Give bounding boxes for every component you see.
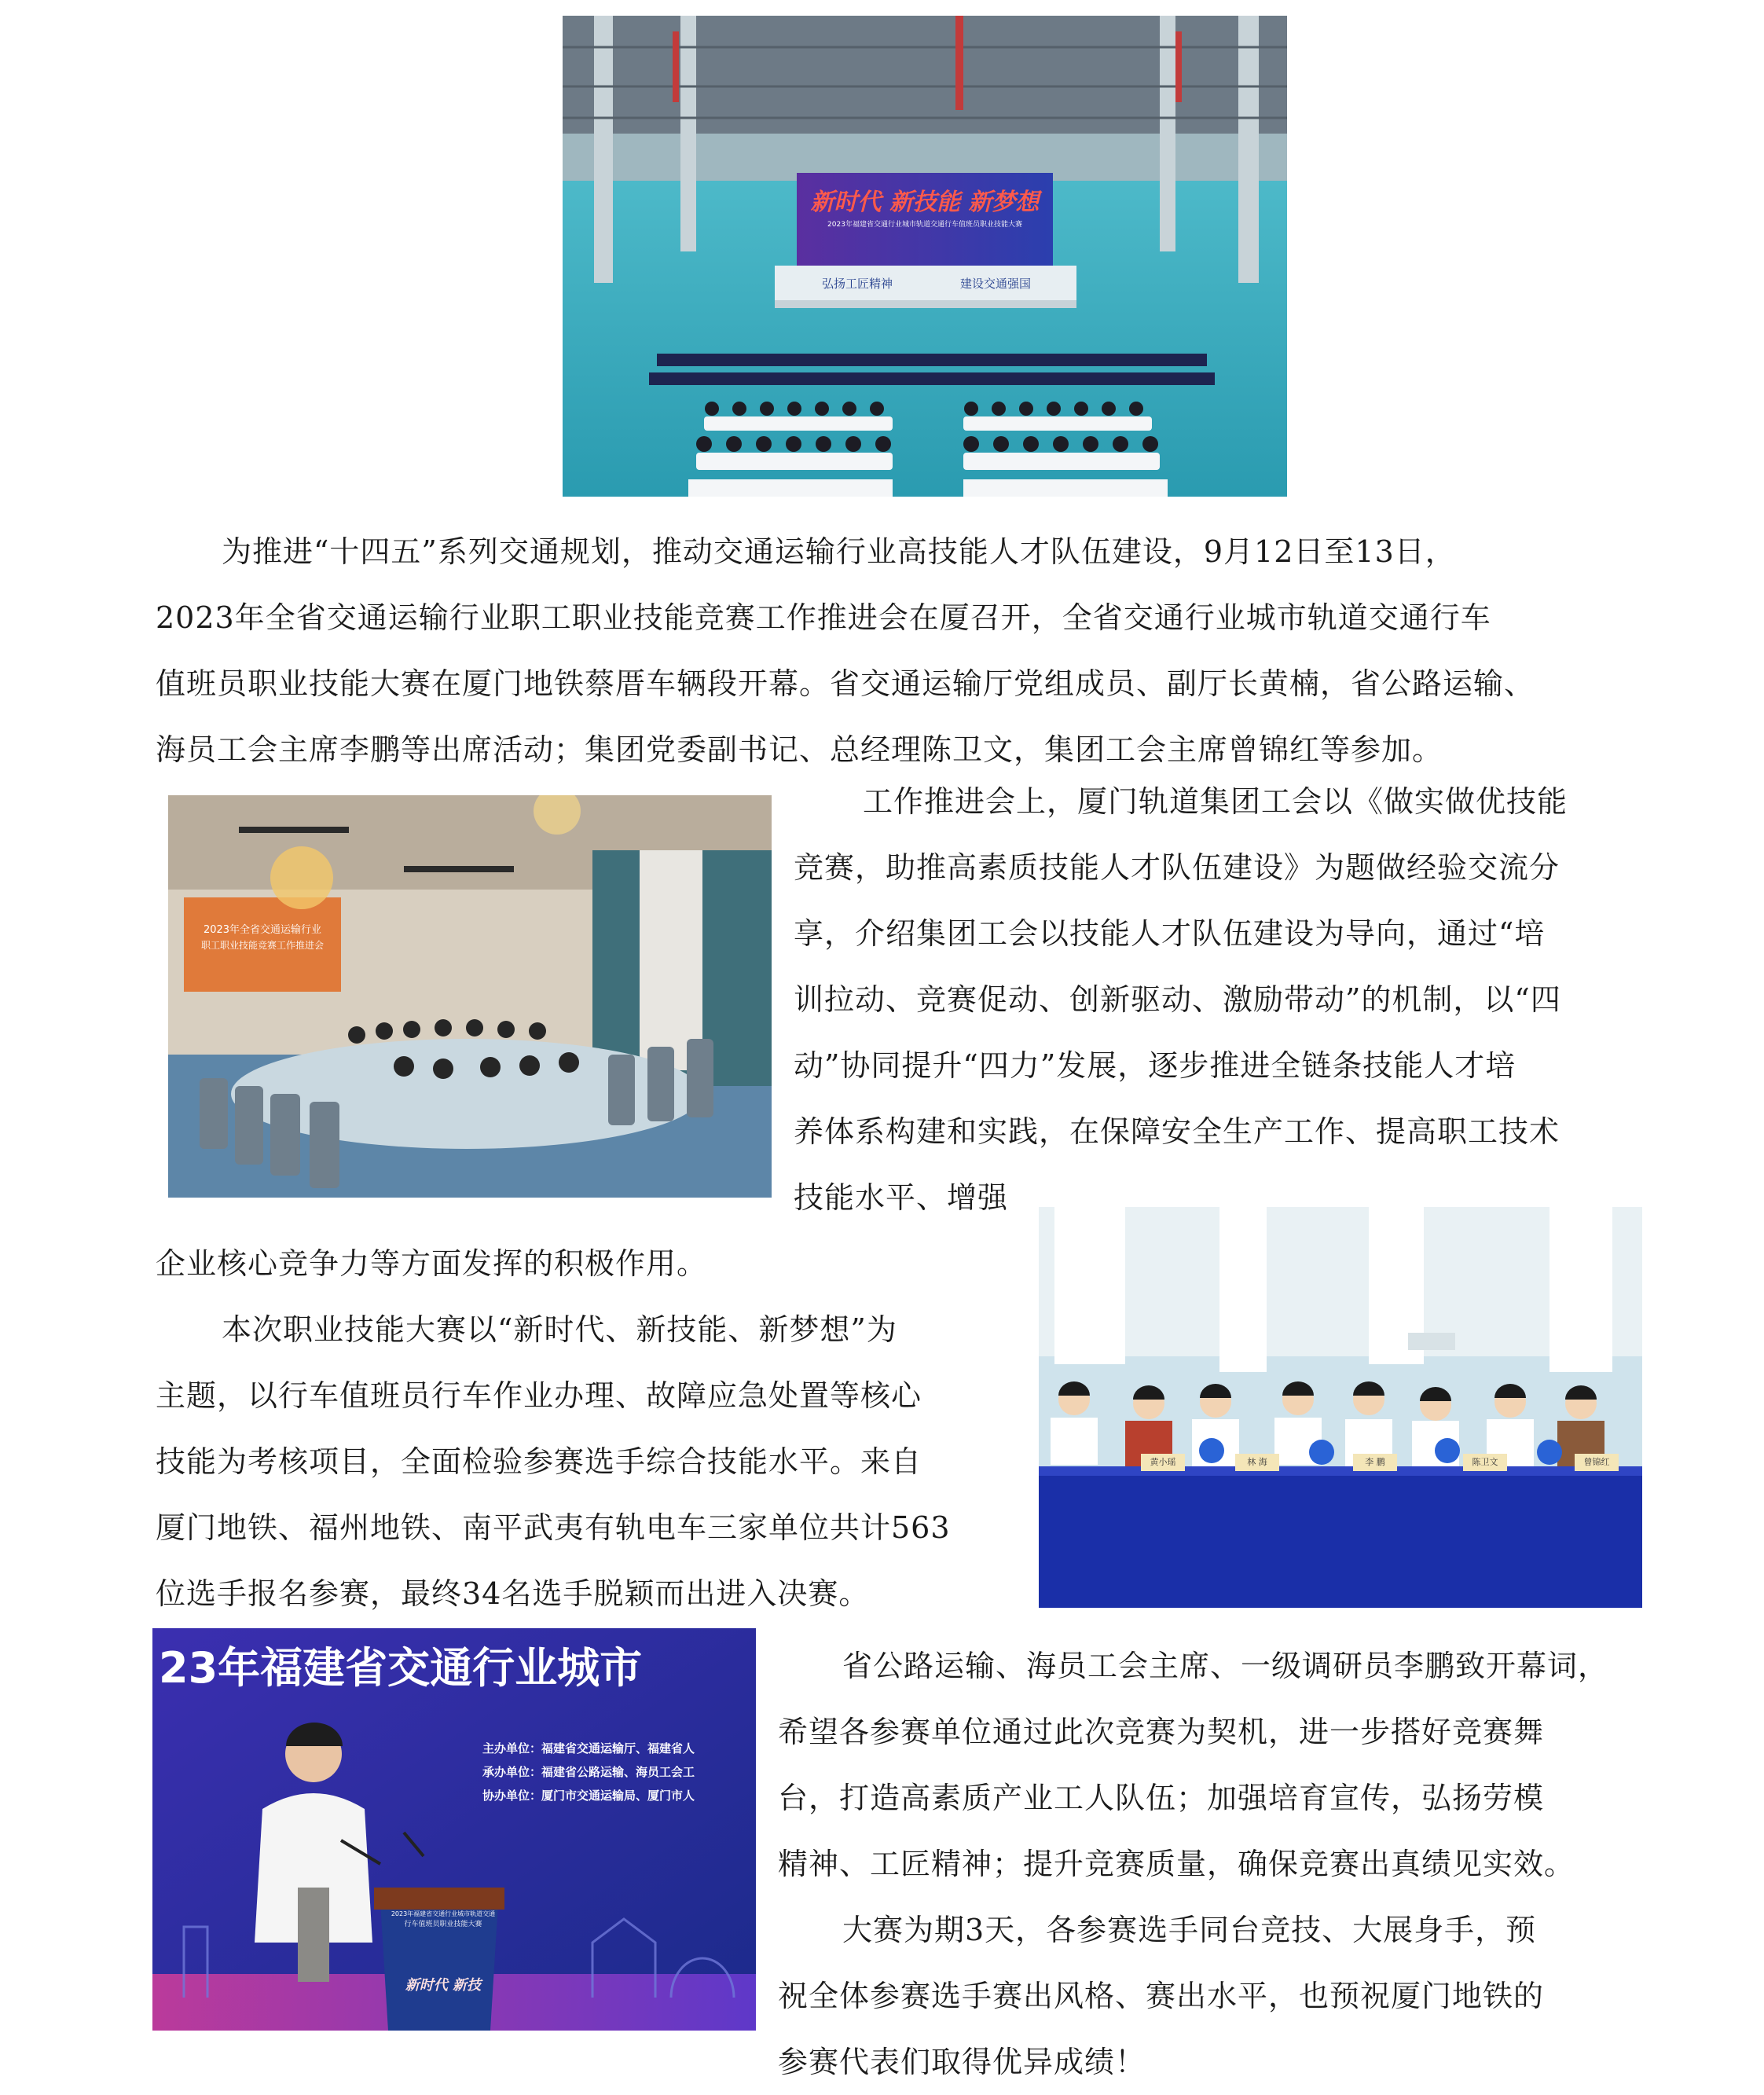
organizer-label: 主办单位： (482, 1741, 542, 1756)
text-line: 动”协同提升“四力”发展，逐步推进全链条技能人才培 (794, 1048, 1516, 1083)
banner-title: 23年福建省交通行业城市 (159, 1643, 643, 1693)
photo-speaker (152, 1628, 756, 2031)
text-line: 希望各参赛单位通过此次竞赛为契机，进一步搭好竞赛舞 (778, 1715, 1545, 1749)
nameplate: 黄小瑶 (1141, 1454, 1185, 1471)
paragraph-competition-theme (156, 1297, 1028, 1627)
nameplate: 曾锦红 (1575, 1454, 1619, 1471)
nameplate: 陈卫文 (1463, 1454, 1507, 1471)
text-line: 养体系构建和实践，在保障安全生产工作、提高职工技术 (794, 1114, 1560, 1149)
banner-organizers (482, 1737, 695, 1807)
organizer-text: 福建省交通运输厅、福建省人 (541, 1741, 695, 1756)
podium-sign (382, 1910, 504, 1994)
text-line: 享，介绍集团工会以技能人才队伍建设为导向，通过“培 (794, 916, 1546, 951)
stage-banner-left: 弘扬工匠精神 (821, 277, 893, 291)
text-line: 值班员职业技能大赛在厦门地铁蔡厝车辆段开幕。省交通运输厅党组成员、副厅长黄楠，省公路运输、 (156, 666, 1535, 701)
text-line: 竞赛，助推高素质技能人才队伍建设》为题做经验交流分 (794, 850, 1560, 885)
text-line: 厦门地铁、福州地铁、南平武夷有轨电车三家单位共计563 (156, 1510, 951, 1545)
text-line: 主题，以行车值班员行车作业办理、故障应急处置等核心 (156, 1378, 922, 1413)
nameplate: 林 海 (1235, 1454, 1279, 1471)
meeting-screen-line2: 职工职业技能竞赛工作推进会 (200, 940, 324, 951)
text-line: 大赛为期3天，各参赛选手同台竞技、大展身手，预 (842, 1913, 1537, 1947)
text-line: 祝全体参赛选手赛出风格、赛出水平，也预祝厦门地铁的 (778, 1979, 1545, 2013)
organizer-row (482, 1760, 695, 1784)
text-line: 海员工会主席李鹏等出席活动；集团党委副书记、总经理陈卫文，集团工会主席曾锦红等参加。 (156, 732, 1443, 767)
paragraph-closing-wishes (778, 1897, 1642, 2095)
podium-slogan: 新时代 新技 (405, 1977, 482, 1994)
text-line: 精神、工匠精神；提升竞赛质量，确保竞赛出真绩见实效。 (778, 1847, 1575, 1881)
text-line: 技能水平、增强 (794, 1180, 1009, 1215)
paragraph-opening-speech (778, 1633, 1642, 1897)
text-line: 省公路运输、海员工会主席、一级调研员李鹏致开幕词， (842, 1649, 1609, 1683)
text-line: 参赛代表们取得优异成绩！ (778, 2045, 1146, 2079)
text-line: 台，打造高素质产业工人队伍；加强培育宣传，弘扬劳模 (778, 1781, 1545, 1815)
stage-banner-right: 建设交通强国 (959, 277, 1031, 291)
text-line: 技能为考核项目，全面检验参赛选手综合技能水平。来自 (156, 1444, 922, 1479)
nameplate: 李 鹏 (1353, 1454, 1397, 1471)
text-line: 为推进“十四五”系列交通规划，推动交通运输行业高技能人才队伍建设，9月12日至13日， (222, 534, 1456, 569)
organizer-row (482, 1737, 695, 1760)
backdrop-title: 2023年福建省交通行业城市轨道交通行车值班员职业技能大赛 (827, 221, 1022, 229)
text-line: 2023年全省交通运输行业职工职业技能竞赛工作推进会在厦召开，全省交通行业城市轨道交通行车 (156, 600, 1491, 635)
organizer-text: 厦门市交通运输局、厦门市人 (541, 1789, 695, 1803)
backdrop-slogan: 新时代 新技能 新梦想 (810, 189, 1040, 216)
photo-meeting-room (168, 795, 772, 1198)
organizer-text: 福建省公路运输、海员工会工 (541, 1765, 695, 1779)
text-line: 本次职业技能大赛以“新时代、新技能、新梦想”为 (222, 1312, 897, 1347)
photo-officials (1039, 1207, 1642, 1608)
photo-opening-ceremony (563, 16, 1287, 497)
text-line: 企业核心竞争力等方面发挥的积极作用。 (156, 1246, 708, 1281)
text-line: 工作推进会上，厦门轨道集团工会以《做实做优技能 (863, 784, 1568, 819)
organizer-label: 协办单位： (482, 1789, 542, 1803)
paragraph-union-sharing-tail (156, 1231, 1020, 1297)
text-line: 训拉动、竞赛促动、创新驱动、激励带动”的机制，以“四 (794, 982, 1561, 1017)
podium-title: 2023年福建省交通行业城市轨道交通 (391, 1910, 496, 1917)
paragraph-intro (156, 519, 1641, 783)
podium-subtitle: 行车值班员职业技能大赛 (404, 1921, 482, 1928)
paragraph-union-sharing (794, 769, 1642, 1231)
organizer-label: 承办单位： (482, 1765, 542, 1779)
meeting-screen-line1: 2023年全省交通运输行业 (203, 924, 322, 936)
text-line: 位选手报名参赛，最终34名选手脱颖而出进入决赛。 (156, 1576, 870, 1611)
organizer-row (482, 1784, 695, 1807)
